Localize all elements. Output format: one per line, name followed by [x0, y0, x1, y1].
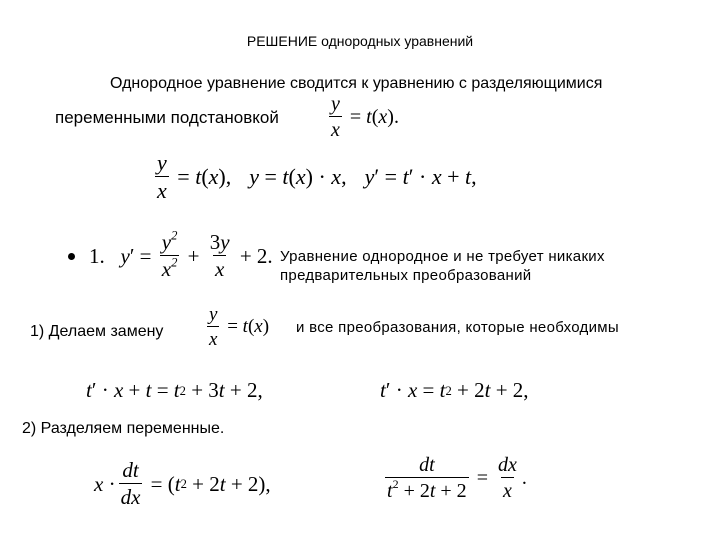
substitution-derivation: $\frac{y}{x}$ = t ( x ), y = t ( x ) · x , y ′ = t ′ · x + t , [157, 150, 477, 203]
example-equation: 1. y ′ = $\frac{y^2}{x^2}$ + $\frac{3y}{x}$ + 2. [68, 232, 273, 280]
substitution-formula: $\frac{y}{x}$ = t ( x ). [331, 93, 399, 141]
step2-equation-right: $\frac{dt}{t^2 + 2t + 2}$ = $\frac{dx}{x}$ . [387, 454, 527, 502]
note-line-2: предварительных преобразований [280, 267, 532, 284]
intro-line-1: Однородное уравнение сводится к уравнению с разделяющимися [110, 75, 603, 92]
note-homogeneous [280, 247, 605, 285]
step2-equation-left: x · $\frac{dt}{dx}$ = ( t 2 + 2 t + 2), [94, 458, 271, 509]
intro-line-2: переменными подстановкой [55, 108, 279, 127]
note-line-1: Уравнение однородное и не требует никаких [280, 248, 605, 265]
step1-note: и все преобразования, которые необходимы [296, 319, 619, 336]
step2-label: 2) Разделяем переменные. [22, 420, 225, 437]
step1-result-left: t ′ · x + t = t 2 + 3 t + 2, [86, 378, 263, 402]
bullet-icon [68, 253, 75, 260]
step1-result-right: t ′ · x = t 2 + 2 t + 2, [380, 378, 529, 402]
step1-substitution: $\frac{y}{x}$ = t ( x ) [209, 304, 270, 350]
slide-title: РЕШЕНИЕ однородных уравнений [246, 33, 474, 49]
step1-label: 1) Делаем замену [30, 323, 164, 340]
